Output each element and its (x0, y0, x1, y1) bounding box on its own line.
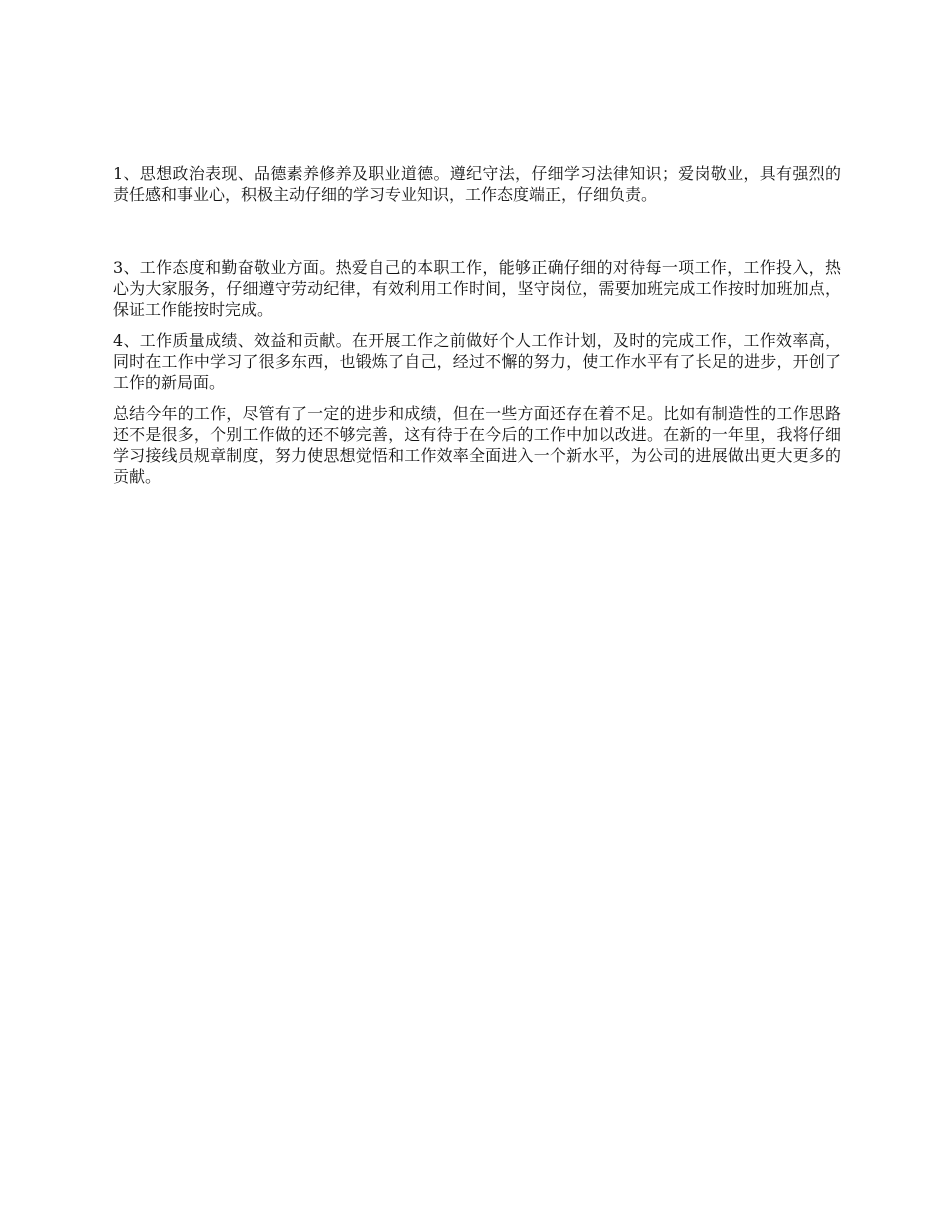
document-body (113, 163, 841, 487)
paragraph-summary: 总结今年的工作，尽管有了一定的进步和成绩，但在一些方面还存在着不足。比如有制造性的工作思路还不是很多，个别工作做的还不够完善，这有待于在今后的工作中加以改进。在新的一年里，我将仔细学习接线员规章制度，努力使思想觉悟和工作效率全面进入一个新水平，为公司的进展做出更大更多的贡献。 (113, 404, 841, 486)
paragraph-work-quality: 4、工作质量成绩、效益和贡献。在开展工作之前做好个人工作计划，及时的完成工作，工作效率高，同时在工作中学习了很多东西，也锻炼了自己，经过不懈的努力，使工作水平有了长足的进步，开创了工作的新局面。 (113, 331, 841, 392)
paragraph-work-attitude: 3、工作态度和勤奋敬业方面。热爱自己的本职工作，能够正确仔细的对待每一项工作，工作投入，热心为大家服务，仔细遵守劳动纪律，有效利用工作时间，坚守岗位，需要加班完成工作按时加班加点，保证工作能按时完成。 (113, 258, 841, 319)
paragraph-ethics: 1、思想政治表现、品德素养修养及职业道德。遵纪守法，仔细学习法律知识；爱岗敬业，具有强烈的责任感和事业心，积极主动仔细的学习专业知识，工作态度端正，仔细负责。 (113, 164, 841, 204)
